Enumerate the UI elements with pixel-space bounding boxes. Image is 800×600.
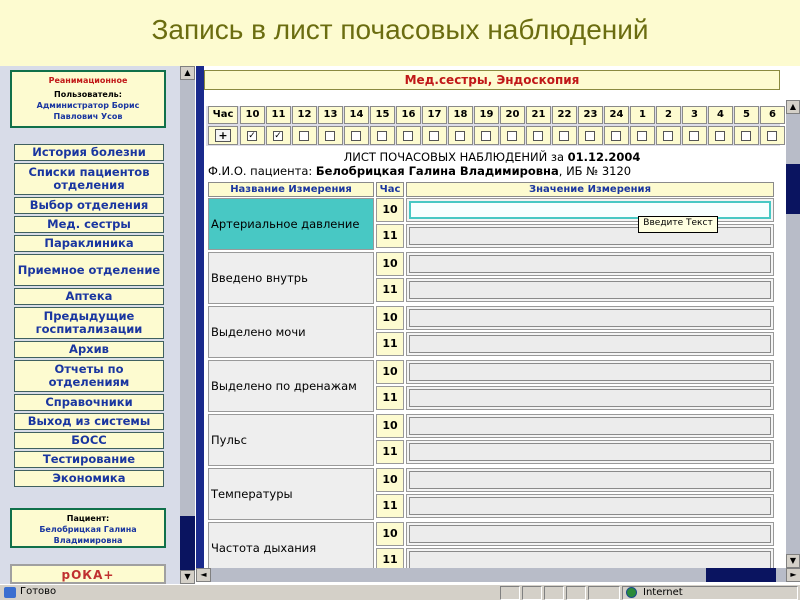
value-input[interactable]: [409, 497, 771, 515]
hour-cell: 1: [630, 106, 655, 124]
hour-cell: 2: [656, 106, 681, 124]
row-hour: 11: [376, 278, 404, 302]
user-label: Пользователь:: [54, 90, 122, 99]
column-header-hour: Час: [376, 182, 404, 197]
row-hour: 11: [376, 548, 404, 572]
main-content: [204, 66, 786, 568]
hour-checkbox-cell: [448, 126, 473, 145]
column-header-name: Название Измерения: [208, 182, 374, 197]
hour-checkbox[interactable]: [403, 131, 413, 141]
status-text: Готово: [20, 586, 57, 597]
sheet-date: 01.12.2004: [567, 150, 641, 164]
hour-checkbox-cell: [734, 126, 759, 145]
main-header: Мед.сестры, Эндоскопия: [204, 70, 780, 90]
hour-cell: 10: [240, 106, 265, 124]
value-field[interactable]: [406, 494, 774, 518]
hour-cell: 3: [682, 106, 707, 124]
tooltip: Введите Текст: [638, 216, 718, 233]
hour-checkbox-cell: [578, 126, 603, 145]
hour-checkbox-cell: [708, 126, 733, 145]
measurement-name: Температуры: [208, 468, 374, 520]
hour-checkbox-cell: [500, 126, 525, 145]
menu-previous-hospitalizations[interactable]: Предыдущие госпитализации: [14, 307, 164, 339]
row-hour: 10: [376, 468, 404, 492]
value-field[interactable]: [406, 522, 774, 546]
add-hour-button[interactable]: [208, 126, 238, 145]
hour-checkbox[interactable]: [689, 131, 699, 141]
horizontal-scroll-thumb[interactable]: [706, 568, 776, 582]
row-hour: 10: [376, 360, 404, 384]
hour-checkbox[interactable]: [377, 131, 387, 141]
value-field[interactable]: [406, 386, 774, 410]
hour-checkbox[interactable]: [429, 131, 439, 141]
hour-checkbox-cell: [474, 126, 499, 145]
hour-cell: 4: [708, 106, 733, 124]
patient-prefix: Ф.И.О. пациента:: [208, 164, 316, 178]
measurement-name: Выделено по дренажам: [208, 360, 374, 412]
hour-cell: 19: [474, 106, 499, 124]
value-field[interactable]: [406, 278, 774, 302]
menu-archive[interactable]: Архив: [14, 341, 164, 358]
hour-checkbox-cell: [344, 126, 369, 145]
menu-exit[interactable]: Выход из системы: [14, 413, 164, 430]
left-scroll-up-button[interactable]: ▲: [180, 66, 195, 80]
hour-checkbox[interactable]: [715, 131, 725, 141]
value-field[interactable]: [406, 360, 774, 384]
column-header-value: Значение Измерения: [406, 182, 774, 197]
hour-cell: 18: [448, 106, 473, 124]
menu-patient-lists[interactable]: Списки пациентов отделения: [14, 163, 164, 195]
hour-checkbox[interactable]: ✓: [248, 131, 256, 141]
menu-history[interactable]: История болезни: [14, 144, 164, 161]
value-input[interactable]: [409, 417, 771, 435]
hour-checkbox-cell: [630, 126, 655, 145]
value-input[interactable]: [409, 389, 771, 407]
patient-record-number: , ИБ № 3120: [558, 164, 632, 178]
hour-checkbox-cell: [240, 126, 265, 145]
main-panel: [196, 66, 786, 568]
value-field[interactable]: [406, 440, 774, 464]
value-input[interactable]: [409, 363, 771, 381]
left-scroll-thumb[interactable]: [180, 516, 195, 572]
value-field[interactable]: [406, 332, 774, 356]
menu-paraclinic[interactable]: Параклиника: [14, 235, 164, 252]
zone-panel: [622, 586, 798, 600]
hour-checkbox[interactable]: [585, 131, 595, 141]
hour-checkbox-cell: [292, 126, 317, 145]
sheet-title: [204, 150, 780, 164]
patient-info-box: [10, 508, 166, 548]
patient-label: Пациент:: [66, 514, 110, 523]
hour-checkbox-cell: [370, 126, 395, 145]
hour-checkbox-cell: [422, 126, 447, 145]
right-scrollbar[interactable]: [786, 100, 800, 568]
left-scrollbar[interactable]: [180, 66, 195, 584]
status-segment: [544, 586, 564, 600]
hour-checkbox[interactable]: [767, 131, 777, 141]
slide-title: [0, 0, 800, 66]
row-hour: 11: [376, 440, 404, 464]
right-scroll-thumb[interactable]: [786, 164, 800, 214]
hour-checkbox[interactable]: [637, 131, 647, 141]
patient-name-line2: Владимировна: [53, 536, 123, 545]
row-hour: 11: [376, 494, 404, 518]
hour-checkbox[interactable]: [299, 131, 309, 141]
hour-checkbox[interactable]: [351, 131, 361, 141]
hour-cell: 24: [604, 106, 629, 124]
user-name-line1: Администратор Борис: [36, 101, 140, 110]
menu-economics[interactable]: Экономика: [14, 470, 164, 487]
hour-checkbox[interactable]: [455, 131, 465, 141]
hour-cell: 15: [370, 106, 395, 124]
slide-title-text: Запись в лист почасовых наблюдений: [151, 14, 649, 45]
value-input[interactable]: [409, 309, 771, 327]
sheet-title-text: ЛИСТ ПОЧАСОВЫХ НАБЛЮДЕНИЙ за: [343, 150, 568, 164]
hour-checkbox[interactable]: [507, 131, 517, 141]
right-scroll-down-button[interactable]: ▼: [786, 554, 800, 568]
value-field[interactable]: [406, 414, 774, 438]
hour-selector: [206, 106, 780, 146]
measurement-name: Частота дыхания: [208, 522, 374, 574]
hour-checkbox[interactable]: ✓: [274, 131, 282, 141]
left-scroll-down-button[interactable]: ▼: [180, 570, 195, 584]
status-segment: [522, 586, 542, 600]
scroll-right-button[interactable]: ►: [786, 568, 800, 582]
measurement-name: Введено внутрь: [208, 252, 374, 304]
hour-checkbox[interactable]: [481, 131, 491, 141]
patient-name-line1: Белобрицкая Галина: [39, 525, 137, 534]
value-field[interactable]: [406, 306, 774, 330]
scroll-left-button[interactable]: ◄: [196, 568, 211, 582]
menu-pharmacy[interactable]: Аптека: [14, 288, 164, 305]
measurement-name: Выделено мочи: [208, 306, 374, 358]
hour-cell: 12: [292, 106, 317, 124]
hour-cell: 21: [526, 106, 551, 124]
department-label: Реанимационное: [48, 76, 128, 85]
hour-checkbox[interactable]: [533, 131, 543, 141]
value-input[interactable]: [409, 335, 771, 353]
hour-cell: 16: [396, 106, 421, 124]
hour-cell: 5: [734, 106, 759, 124]
user-info-box: [10, 70, 166, 128]
menu-nurses[interactable]: Мед. сестры: [14, 216, 164, 233]
row-hour: 11: [376, 224, 404, 248]
row-hour: 10: [376, 522, 404, 546]
patient-line: [208, 164, 784, 178]
menu-boss[interactable]: БОСС: [14, 432, 164, 449]
row-hour: 10: [376, 414, 404, 438]
hour-checkbox-cell: [760, 126, 785, 145]
value-input[interactable]: [409, 443, 771, 461]
hour-checkbox-cell: [266, 126, 291, 145]
menu-department-reports[interactable]: Отчеты по отделениям: [14, 360, 164, 392]
hour-cell: 20: [500, 106, 525, 124]
value-input[interactable]: [409, 281, 771, 299]
hour-checkbox[interactable]: [663, 131, 673, 141]
hour-cell: 23: [578, 106, 603, 124]
status-segment: [566, 586, 586, 600]
value-field[interactable]: [406, 252, 774, 276]
hour-cell: 11: [266, 106, 291, 124]
value-input[interactable]: [409, 255, 771, 273]
patient-name: Белобрицкая Галина Владимировна: [315, 164, 559, 178]
menu-reference[interactable]: Справочники: [14, 394, 164, 411]
hour-checkbox[interactable]: [559, 131, 569, 141]
hour-checkbox-cell: [656, 126, 681, 145]
hour-checkbox-cell: [318, 126, 343, 145]
hour-checkbox-cell: [526, 126, 551, 145]
hour-cell: 6: [760, 106, 785, 124]
row-hour: 10: [376, 198, 404, 222]
measurement-name: Пульс: [208, 414, 374, 466]
hour-cell: 22: [552, 106, 577, 124]
row-hour: 11: [376, 332, 404, 356]
row-hour: 11: [376, 386, 404, 410]
globe-icon: [626, 587, 637, 598]
hour-checkbox[interactable]: [741, 131, 751, 141]
hour-checkbox-cell: [604, 126, 629, 145]
page-icon: [4, 587, 16, 598]
hour-checkbox-cell: [396, 126, 421, 145]
value-input[interactable]: [409, 471, 771, 489]
roka-logo: рОКА+: [10, 564, 166, 584]
menu-select-department[interactable]: Выбор отделения: [14, 197, 164, 214]
status-bar: [0, 584, 800, 600]
hour-checkbox-cell: [552, 126, 577, 145]
zone-text: Internet: [643, 587, 683, 598]
hour-cell: 13: [318, 106, 343, 124]
hour-checkbox[interactable]: [611, 131, 621, 141]
user-name-line2: Павлович Усов: [53, 112, 123, 121]
value-field[interactable]: [406, 224, 774, 248]
hour-checkbox-cell: [682, 126, 707, 145]
hour-cell: 17: [422, 106, 447, 124]
value-field[interactable]: [406, 468, 774, 492]
left-panel: [0, 66, 180, 584]
right-scroll-up-button[interactable]: ▲: [786, 100, 800, 114]
menu-testing[interactable]: Тестирование: [14, 451, 164, 468]
plus-icon: +: [215, 129, 231, 142]
status-segment: [588, 586, 620, 600]
hour-label: Час: [208, 106, 238, 124]
status-segment: [500, 586, 520, 600]
horizontal-scrollbar[interactable]: [196, 568, 800, 582]
value-input[interactable]: [409, 525, 771, 543]
value-input[interactable]: [409, 551, 771, 569]
row-hour: 10: [376, 252, 404, 276]
hour-cell: 14: [344, 106, 369, 124]
menu-admission[interactable]: Приемное отделение: [14, 254, 164, 286]
value-field[interactable]: [406, 198, 774, 222]
row-hour: 10: [376, 306, 404, 330]
hour-checkbox[interactable]: [325, 131, 335, 141]
measurement-name: Артериальное давление: [208, 198, 374, 250]
